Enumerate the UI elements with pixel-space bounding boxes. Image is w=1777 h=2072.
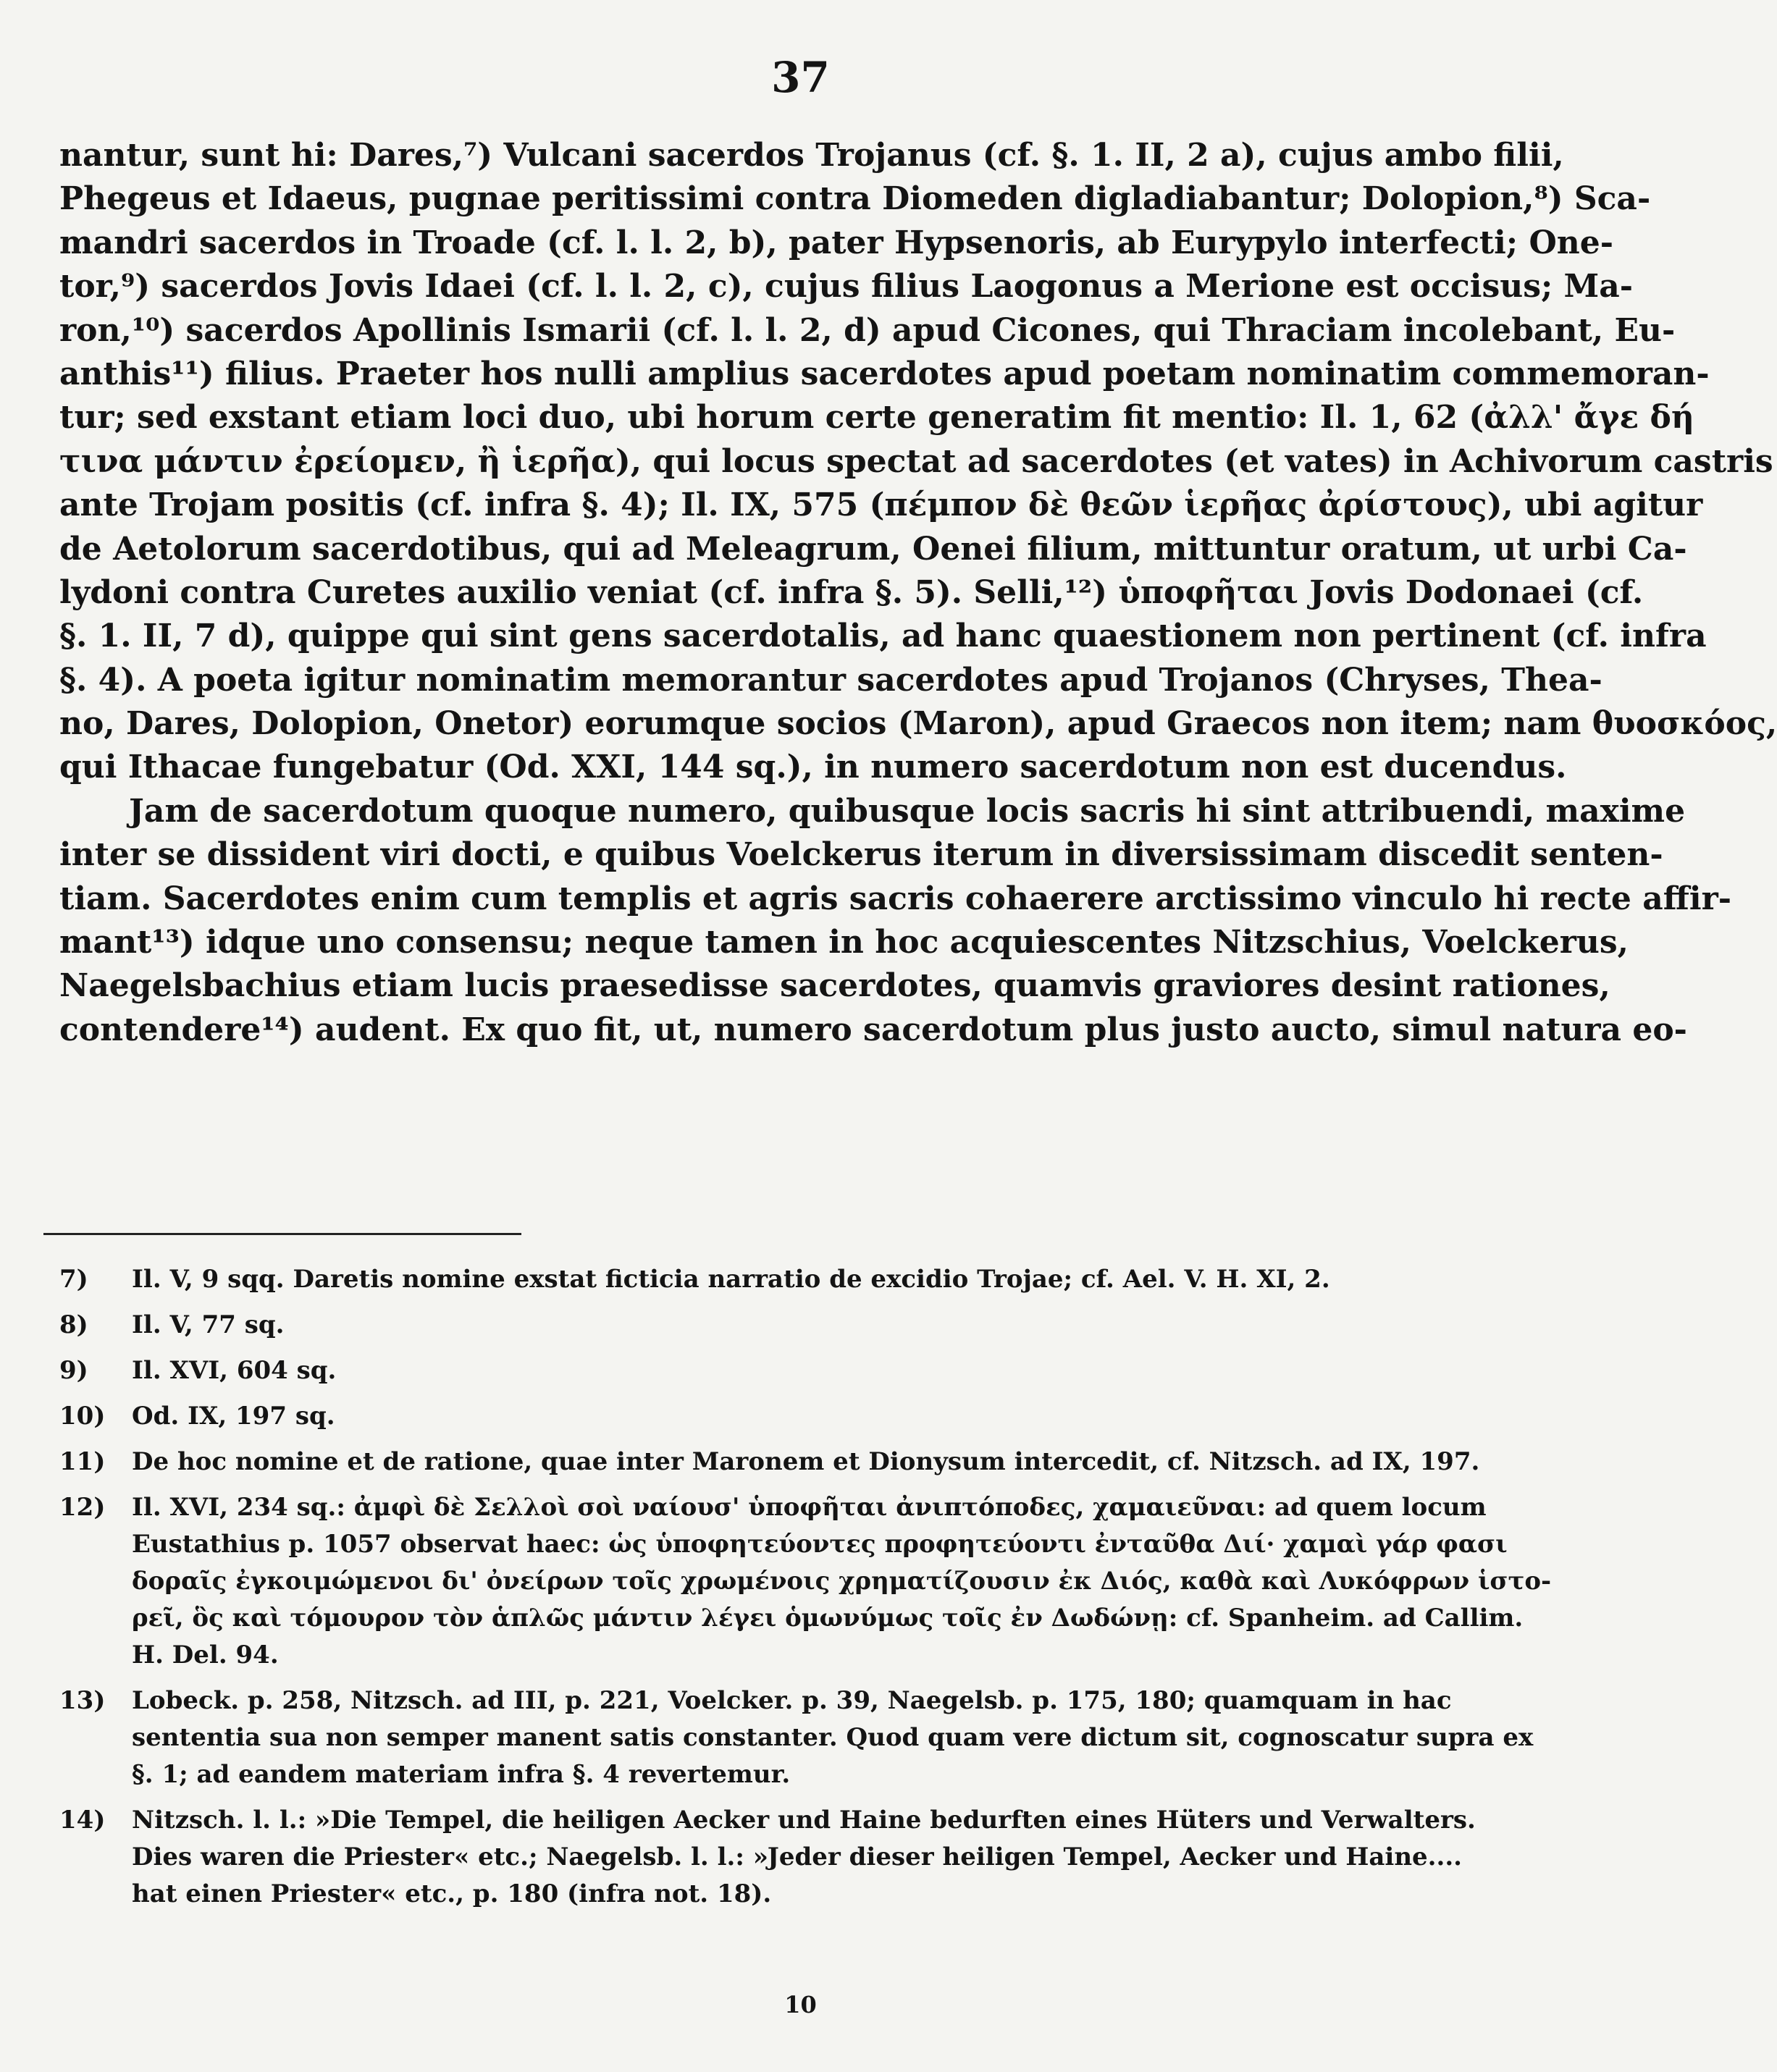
footnote-number: 9) — [59, 1356, 88, 1385]
text-line: no, Dares, Dolopion, Onetor) eorumque socios (Maron), apud Graecos non item; nam θυοσκόος, — [59, 705, 1777, 743]
footnote-10 — [59, 1398, 1537, 1435]
text-line: de Aetolorum sacerdotibus, qui ad Meleagrum, Oenei filium, mittuntur oratum, ut urbi Ca- — [59, 530, 1687, 568]
footnote-number: 11) — [59, 1447, 106, 1476]
footnote-text: Il. XVI, 604 sq. — [132, 1356, 337, 1385]
footnote-text: Il. XVI, 234 sq.: ἀμφὶ δὲ Σελλοὶ σοὶ ναίουσ' ὑποφῆται ἀνιπτόποδες, χαμαιεῦναι: ad quem locum — [132, 1493, 1487, 1522]
footnote-7 — [59, 1261, 1537, 1298]
text-line: mandri sacerdos in Troade (cf. l. l. 2, b), pater Hypsenoris, ab Eurypylo interfecti; One- — [59, 224, 1614, 261]
text-line: Phegeus et Idaeus, pugnae peritissimi contra Diomeden digladiabantur; Dolopion,⁸) Sca- — [59, 180, 1651, 218]
text-line: §. 1. II, 7 d), quippe qui sint gens sacerdotalis, ad hanc quaestionem non pertinent (cf. infra — [59, 618, 1707, 655]
footnote-number: 13) — [59, 1686, 106, 1715]
text-line: tor,⁹) sacerdos Jovis Idaei (cf. l. l. 2, c), cujus filius Laogonus a Merione est occisus; Ma- — [59, 268, 1634, 306]
footnote-number: 8) — [59, 1310, 88, 1339]
text-line: ron,¹⁰) sacerdos Apollinis Ismarii (cf. l. l. 2, d) apud Cicones, qui Thraciam incolebant, Eu- — [59, 311, 1676, 349]
text-line: ante Trojam positis (cf. infra §. 4); Il. IX, 575 (πέμπον δὲ θεῶν ἱερῆας ἀρίστους), ubi agitur — [59, 487, 1703, 524]
text-line: nantur, sunt hi: Dares,⁷) Vulcani sacerdos Trojanus (cf. §. 1. II, 2 a), cujus ambo filii, — [59, 137, 1564, 174]
footnote-text: Lobeck. p. 258, Nitzsch. ad III, p. 221, Voelcker. p. 39, Naegelsb. p. 175, 180; quamquam in hac — [132, 1686, 1452, 1715]
footnote-text: Nitzsch. l. l.: »Die Tempel, die heiligen Aecker und Haine bedurften eines Hüters und Verwalters. — [132, 1806, 1476, 1835]
footnote-text: Od. IX, 197 sq. — [132, 1402, 335, 1431]
text-line: lydoni contra Curetes auxilio veniat (cf. infra §. 5). Selli,¹²) ὑποφῆται Jovis Dodonaei (cf. — [59, 573, 1644, 611]
footnote-text: Dies waren die Priester« etc.; Naegelsb. l. l.: »Jeder dieser heiligen Tempel, Aecker und Haine.... — [132, 1843, 1463, 1871]
text-line: §. 4). A poeta igitur nominatim memorantur sacerdotes apud Trojanos (Chryses, Thea- — [59, 661, 1602, 699]
text-line: inter se dissident viri docti, e quibus Voelckerus iterum in diversissimam discedit senten- — [59, 836, 1663, 874]
paragraph-start-line: Jam de sacerdotum quoque numero, quibusque locis sacris hi sint attribuendi, maxime — [129, 792, 1686, 830]
text-line: qui Ithacae fungebatur (Od. XXI, 144 sq.), in numero sacerdotum non est ducendus. — [59, 749, 1567, 786]
footnote-text: δοραῖς ἐγκοιμώμενοι δι' ὀνείρων τοῖς χρωμένοις χρηματίζουσιν ἐκ Διός, καθὰ καὶ Λυκόφρων ἱστο- — [132, 1567, 1552, 1596]
footnote-8 — [59, 1307, 1537, 1344]
text-line: anthis¹¹) filius. Praeter hos nulli amplius sacerdotes apud poetam nominatim commemoran- — [59, 355, 1710, 392]
text-line: contendere¹⁴) audent. Ex quo fit, ut, numero sacerdotum plus justo aucto, simul natura eo- — [59, 1011, 1687, 1048]
signature-mark: 10 — [784, 1991, 817, 2018]
footnote-text: Il. V, 77 sq. — [132, 1310, 285, 1339]
footnote-12 — [59, 1489, 1552, 1674]
footnote-text: hat einen Priester« etc., p. 180 (infra not. 18). — [132, 1879, 772, 1908]
footnote-11 — [59, 1444, 1537, 1481]
footnote-text: sententia sua non semper manent satis constanter. Quod quam vere dictum sit, cognoscatur supra ex — [132, 1723, 1534, 1752]
page-number: 37 — [771, 53, 830, 102]
footnote-number: 12) — [59, 1493, 106, 1522]
footnote-text: §. 1; ad eandem materiam infra §. 4 revertemur. — [132, 1760, 791, 1789]
footnote-13 — [59, 1683, 1537, 1793]
footnote-number: 14) — [59, 1806, 106, 1835]
footnote-spacer — [59, 1231, 1537, 1261]
main-text — [59, 134, 1777, 1052]
footnotes — [59, 1231, 1552, 1921]
footnote-number: 7) — [59, 1265, 88, 1294]
footnote-text: ρεῖ, ὃς καὶ τόμουρον τὸν ἁπλῶς μάντιν λέγει ὁμωνύμως τοῖς ἐν Δωδώνῃ: cf. Spanheim. ad Callim. — [132, 1604, 1524, 1633]
text-line: Naegelsbachius etiam lucis praesedisse sacerdotes, quamvis graviores desint rationes, — [59, 967, 1610, 1005]
footnote-text: Eustathius p. 1057 observat haec: ὡς ὑποφητεύοντες προφητεύοντι ἐνταῦθα Διί· χαμαὶ γάρ φασι — [132, 1530, 1508, 1559]
text-line: mant¹³) idque uno consensu; neque tamen in hoc acquiescentes Nitzschius, Voelckerus, — [59, 924, 1629, 961]
footnote-text: H. Del. 94. — [132, 1641, 279, 1669]
text-line: τινα μάντιν ἐρείομεν, ἢ ἱερῆα), qui locus spectat ad sacerdotes (et vates) in Achivorum castris — [59, 442, 1773, 480]
footnote-14 — [59, 1802, 1537, 1913]
footnote-number: 10) — [59, 1402, 106, 1431]
text-line: tiam. Sacerdotes enim cum templis et agris sacris cohaerere arctissimo vinculo hi recte affir- — [59, 880, 1732, 917]
footnote-9 — [59, 1352, 1537, 1389]
footnote-text: De hoc nomine et de ratione, quae inter Maronem et Dionysum intercedit, cf. Nitzsch. ad IX, 197. — [132, 1447, 1480, 1476]
text-line: tur; sed exstant etiam loci duo, ubi horum certe generatim fit mentio: Il. 1, 62 (ἀλλ' ἄγε δή — [59, 399, 1694, 437]
footnote-text: Il. V, 9 sqq. Daretis nomine exstat ficticia narratio de excidio Trojae; cf. Ael. V. H. XI, 2. — [132, 1265, 1330, 1294]
